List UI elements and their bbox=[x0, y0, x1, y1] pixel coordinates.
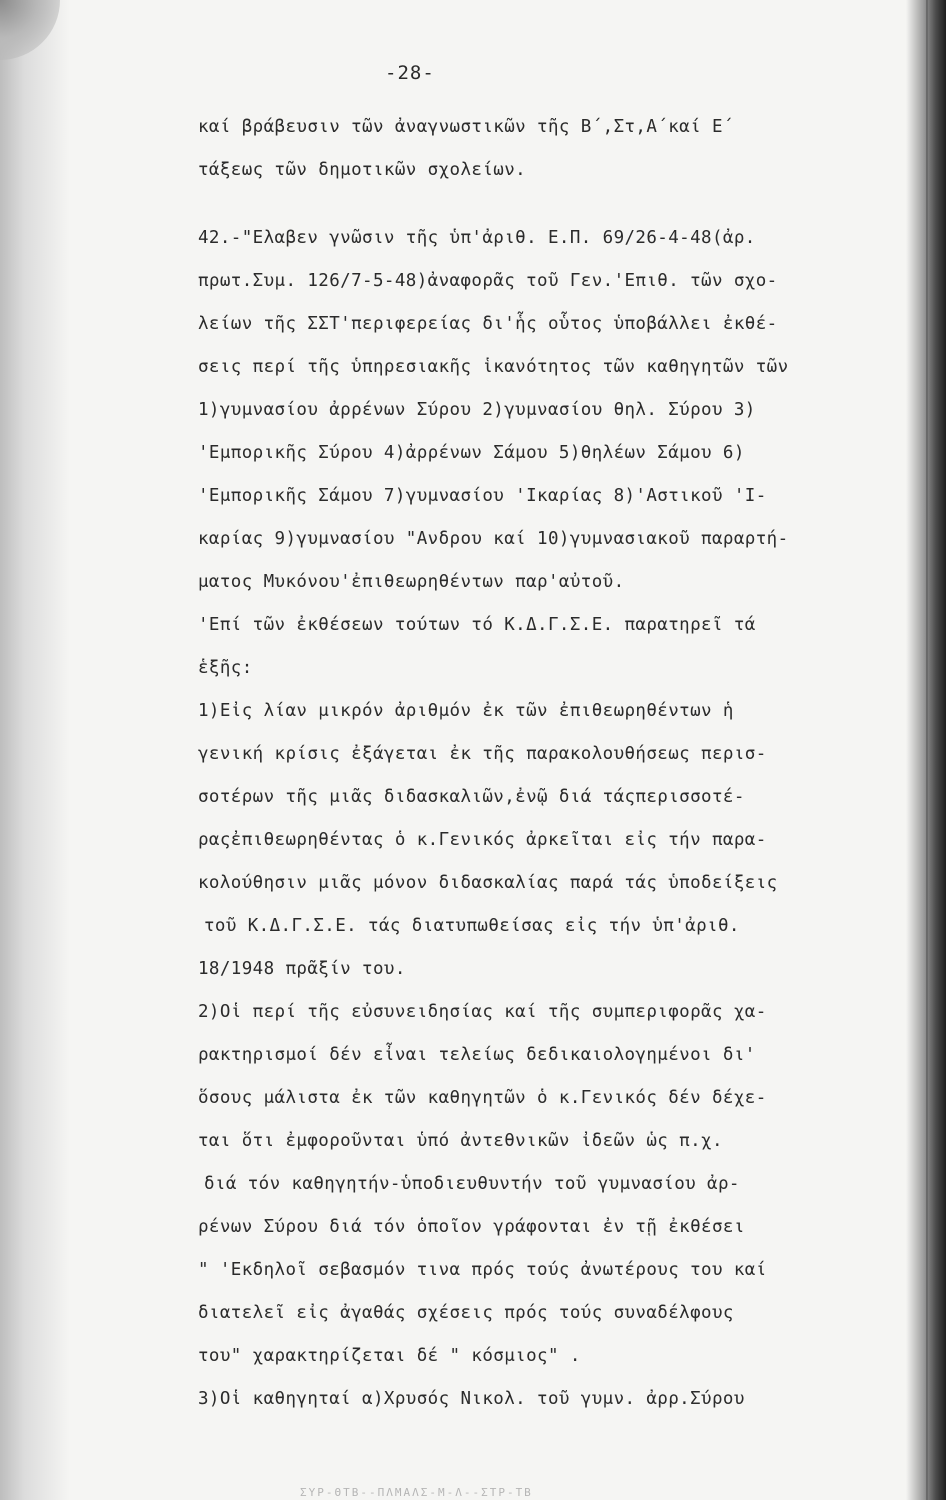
text-line: διατελεῖ εἰς ἀγαθάς σχέσεις πρός τούς συναδέλφους bbox=[198, 1303, 734, 1323]
text-line: διά τόν καθηγητήν-ὑποδιευθυντήν τοῦ γυμνασίου ἀρ- bbox=[204, 1174, 740, 1194]
text-line: ματος Μυκόνου'ἐπιθεωρηθέντων παρ'αὐτοῦ. bbox=[198, 572, 625, 592]
paragraph-gap bbox=[198, 192, 910, 217]
text-line: καρίας 9)γυμνασίου "Ανδρου καί 10)γυμνασιακοῦ παραρτή- bbox=[198, 529, 789, 549]
text-line: 1)γυμνασίου ἀρρένων Σύρου 2)γυμνασίου θηλ. Σύρου 3) bbox=[198, 400, 756, 420]
text-line: ἑξῆς: bbox=[198, 658, 253, 678]
text-line: ρένων Σύρου διά τόν ὁποῖον γράφονται ἐν τῇ ἐκθέσει bbox=[198, 1217, 745, 1237]
show-through-text: ΣΥΡ-ΘΤΒ--ΠΛΜΑΛΣ-Μ-Λ--ΣΤΡ-ΤΒ bbox=[300, 1486, 533, 1499]
text-line: 3)Οἱ καθηγηταί α)Χρυσός Νικολ. τοῦ γυμν. ἀρρ.Σύρου bbox=[198, 1389, 745, 1409]
text-line: ται ὅτι ἐμφοροῦνται ὑπό ἀντεθνικῶν ἰδεῶν ὡς π.χ. bbox=[198, 1131, 723, 1151]
text-line: λείων τῆς ΣΣΤ'περιφερείας δι'ἧς οὗτος ὑποβάλλει ἐκθέ- bbox=[198, 314, 778, 334]
page-number: -28- bbox=[385, 62, 435, 84]
text-line: ραςἐπιθεωρηθέντας ὁ κ.Γενικός ἀρκεῖται εἰς τήν παρα- bbox=[198, 830, 767, 850]
text-line: σεις περί τῆς ὑπηρεσιακῆς ἱκανότητος τῶν καθηγητῶν τῶν bbox=[198, 357, 789, 377]
text-line: " 'Εκδηλοῖ σεβασμόν τινα πρός τούς ἀνωτέρους του καί bbox=[198, 1260, 767, 1280]
text-line: 18/1948 πρᾶξίν του. bbox=[198, 959, 406, 979]
text-line: τοῦ Κ.Δ.Γ.Σ.Ε. τάς διατυπωθείσας εἰς τήν ὑπ'ἀριθ. bbox=[204, 916, 740, 936]
text-line: τάξεως τῶν δημοτικῶν σχολείων. bbox=[198, 160, 527, 180]
text-line: κολούθησιν μιᾶς μόνον διδασκαλίας παρά τάς ὑποδείξεις bbox=[198, 873, 778, 893]
text-line: 42.-"Ελαβεν γνῶσιν τῆς ὑπ'ἀριθ. Ε.Π. 69/26-4-48(ἀρ. bbox=[198, 228, 756, 248]
scan-left-shadow bbox=[0, 0, 70, 1500]
text-line: 1)Εἰς λίαν μικρόν ἀριθμόν ἐκ τῶν ἐπιθεωρηθέντων ἡ bbox=[198, 701, 734, 721]
text-line: ρακτηρισμοί δέν εἶναι τελείως δεδικαιολογημένοι δι' bbox=[198, 1045, 756, 1065]
text-line: του" χαρακτηρίζεται δέ " κόσμιος" . bbox=[198, 1346, 581, 1366]
text-line: πρωτ.Συμ. 126/7-5-48)ἀναφορᾶς τοῦ Γεν.'Επιθ. τῶν σχο- bbox=[198, 271, 778, 291]
document-body bbox=[198, 106, 910, 1421]
text-line: ὅσους μάλιστα ἐκ τῶν καθηγητῶν ὁ κ.Γενικός δέν δέχε- bbox=[198, 1088, 767, 1108]
text-line: 'Εμπορικῆς Σάμου 7)γυμνασίου 'Ικαρίας 8)'Αστικοῦ 'Ι- bbox=[198, 486, 767, 506]
text-line: γενική κρίσις ἐξάγεται ἐκ τῆς παρακολουθήσεως περισ- bbox=[198, 744, 767, 764]
text-line: 'Επί τῶν ἐκθέσεων τούτων τό Κ.Δ.Γ.Σ.Ε. παρατηρεῖ τά bbox=[198, 615, 756, 635]
scan-right-edge-line bbox=[926, 0, 928, 1500]
text-line: 'Εμπορικῆς Σύρου 4)ἀρρένων Σάμου 5)θηλέων Σάμου 6) bbox=[198, 443, 745, 463]
text-line: καί βράβευσιν τῶν ἀναγνωστικῶν τῆς Β΄,Στ,Α΄καί Ε΄ bbox=[198, 117, 734, 137]
text-line: 2)Οἱ περί τῆς εὐσυνειδησίας καί τῆς συμπεριφορᾶς χα- bbox=[198, 1002, 767, 1022]
text-line: σοτέρων τῆς μιᾶς διδασκαλιῶν,ἐνῷ διά τάςπερισσοτέ- bbox=[198, 787, 745, 807]
